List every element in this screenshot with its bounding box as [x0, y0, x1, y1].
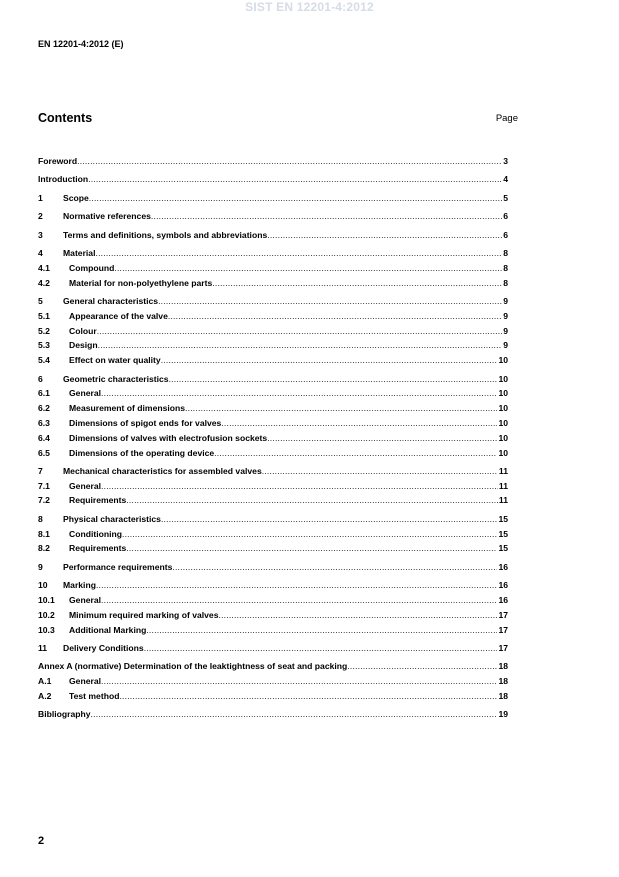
- toc-leader-dots: [221, 418, 497, 429]
- toc-entry-title: Compound: [69, 262, 115, 273]
- toc-entry[interactable]: [38, 448, 508, 459]
- toc-entry-page: 9: [503, 325, 508, 336]
- toc-leader-dots: [161, 355, 498, 366]
- toc-entry-number: 6.5: [38, 447, 50, 458]
- toc-entry[interactable]: [38, 466, 508, 477]
- toc-entry-page: 15: [498, 543, 508, 554]
- toc-entry-title: Appearance of the valve: [69, 310, 168, 321]
- toc-entry-title: Scope: [63, 192, 89, 203]
- toc-leader-dots: [347, 661, 497, 672]
- toc-leader-dots: [97, 326, 503, 337]
- toc-entry[interactable]: [38, 311, 508, 322]
- toc-entry[interactable]: [38, 174, 508, 185]
- toc-entry-title: Material for non-polyethylene parts: [69, 277, 213, 288]
- toc-entry-title: Foreword: [38, 156, 78, 166]
- toc-leader-dots: [91, 709, 498, 720]
- toc-entry-title: Geometric characteristics: [63, 373, 169, 384]
- toc-entry-number: 10: [38, 580, 48, 591]
- toc-entry-title: General: [69, 676, 102, 687]
- toc-entry-number: 9: [38, 561, 43, 572]
- toc-entry-number: 7: [38, 465, 43, 476]
- toc-entry[interactable]: [38, 481, 508, 492]
- toc-entry-title: Requirements: [69, 543, 127, 554]
- toc-entry-page: 8: [503, 262, 508, 273]
- toc-leader-dots: [114, 263, 502, 274]
- toc-entry-number: 6.2: [38, 403, 50, 414]
- toc-entry-page: 18: [498, 661, 508, 672]
- toc-leader-dots: [122, 529, 497, 540]
- toc-entry-page: 10: [498, 355, 508, 366]
- toc-entry-page: 10: [498, 432, 508, 443]
- toc-entry-page: 18: [498, 691, 508, 702]
- toc-entry-number: 10.2: [38, 609, 55, 620]
- toc-entry-page: 10: [498, 417, 508, 428]
- watermark: SIST EN 12201-4:2012: [245, 0, 374, 14]
- toc-entry-title: General characteristics: [63, 295, 159, 306]
- toc-entry-page: 9: [503, 340, 508, 351]
- toc-entry-title: Design: [69, 340, 98, 351]
- toc-entry-title: Minimum required marking of valves: [69, 609, 219, 620]
- toc-entry-title: Terms and definitions, symbols and abbreviations: [63, 229, 268, 240]
- toc-leader-dots: [214, 448, 497, 459]
- toc-entry-title: Normative references: [63, 211, 151, 222]
- toc-leader-dots: [101, 388, 497, 399]
- toc-entry-title: General: [69, 595, 102, 606]
- toc-leader-dots: [151, 211, 502, 222]
- toc-entry[interactable]: [38, 433, 508, 444]
- toc-entry[interactable]: [38, 156, 508, 167]
- contents-heading: Contents: [38, 111, 93, 125]
- toc-leader-dots: [144, 643, 498, 654]
- toc-leader-dots: [96, 580, 497, 591]
- toc-entry[interactable]: [38, 643, 508, 654]
- toc-entry-page: 10: [498, 373, 508, 384]
- toc-leader-dots: [89, 193, 502, 204]
- toc-entry[interactable]: [38, 248, 508, 259]
- toc-entry[interactable]: [38, 230, 508, 241]
- toc-leader-dots: [267, 433, 497, 444]
- toc-entry[interactable]: [38, 610, 508, 621]
- toc-entry-page: 8: [503, 247, 508, 258]
- toc-entry-page: 11: [498, 465, 508, 476]
- toc-leader-dots: [88, 174, 502, 185]
- toc-entry[interactable]: [38, 595, 508, 606]
- toc-leader-dots: [212, 278, 502, 289]
- toc-entry-title: Dimensions of spigot ends for valves: [69, 417, 222, 428]
- toc-entry[interactable]: [38, 529, 508, 540]
- toc-entry-number: 2: [38, 211, 43, 222]
- toc-entry-title: Dimensions of the operating device: [69, 447, 215, 458]
- toc-entry[interactable]: [38, 388, 508, 399]
- toc-entry-number: 4: [38, 247, 43, 258]
- toc-entry-page: 4: [503, 174, 508, 185]
- toc-entry-title: Effect on water quality: [69, 355, 161, 366]
- toc-entry[interactable]: [38, 263, 508, 274]
- toc-entry-number: A.2: [38, 691, 52, 702]
- toc-entry[interactable]: [38, 562, 508, 573]
- toc-entry-page: 10: [498, 447, 508, 458]
- toc-entry[interactable]: [38, 278, 508, 289]
- toc-entry-page: 10: [498, 403, 508, 414]
- toc-entry[interactable]: [38, 625, 508, 636]
- toc-entry-title: Test method: [69, 691, 120, 702]
- toc-entry-page: 16: [498, 595, 508, 606]
- toc-leader-dots: [185, 403, 497, 414]
- toc-entry-title: Measurement of dimensions: [69, 403, 186, 414]
- toc-entry-title: Dimensions of valves with electrofusion sockets: [69, 432, 268, 443]
- toc-entry-page: 15: [498, 513, 508, 524]
- toc-entry-number: 7.1: [38, 480, 50, 491]
- toc-entry-title: Conditioning: [69, 528, 122, 539]
- toc-entry[interactable]: [38, 543, 508, 554]
- toc-leader-dots: [172, 562, 497, 573]
- toc-entry-number: 10.3: [38, 624, 55, 635]
- toc-entry[interactable]: [38, 374, 508, 385]
- toc-entry-number: 4.1: [38, 262, 50, 273]
- toc-leader-dots: [158, 296, 502, 307]
- toc-entry-page: 11: [498, 480, 508, 491]
- toc-entry-title: Performance requirements: [63, 561, 173, 572]
- toc-entry-page: 19: [498, 709, 508, 720]
- toc-entry-title: Mechanical characteristics for assembled valves: [63, 465, 262, 476]
- toc-entry-page: 16: [498, 561, 508, 572]
- toc-entry-title: Additional Marking: [69, 624, 147, 635]
- toc-entry-page: 9: [503, 295, 508, 306]
- toc-entry-number: 4.2: [38, 277, 50, 288]
- toc-entry-number: 10.1: [38, 595, 55, 606]
- toc-entry[interactable]: [38, 296, 508, 307]
- toc-entry-page: 16: [498, 580, 508, 591]
- toc-entry-title: Material: [63, 247, 96, 258]
- toc-leader-dots: [218, 610, 497, 621]
- toc-entry-title: Annex A (normative) Determination of the leaktightness of seat and packing: [38, 661, 348, 672]
- toc-entry[interactable]: [38, 355, 508, 366]
- toc-entry-page: 18: [498, 676, 508, 687]
- toc-leader-dots: [161, 514, 498, 525]
- toc-entry-page: 10: [498, 388, 508, 399]
- toc-entry[interactable]: [38, 403, 508, 414]
- toc-entry-number: 6.3: [38, 417, 50, 428]
- toc-entry[interactable]: [38, 709, 508, 720]
- toc-entry-title: Requirements: [69, 495, 127, 506]
- toc-entry-title: Introduction: [38, 174, 89, 185]
- toc-entry-page: 9: [503, 310, 508, 321]
- toc-entry-number: 8.1: [38, 528, 50, 539]
- toc-entry-page: 6: [503, 211, 508, 222]
- toc-entry-title: Colour: [69, 325, 97, 336]
- table-of-contents: [38, 156, 508, 720]
- toc-entry-number: 6.1: [38, 388, 50, 399]
- toc-leader-dots: [77, 156, 502, 167]
- toc-leader-dots: [95, 248, 502, 259]
- toc-leader-dots: [168, 311, 502, 322]
- toc-leader-dots: [169, 374, 498, 385]
- toc-entry-number: 6: [38, 373, 43, 384]
- toc-entry-page: 5: [503, 192, 508, 203]
- toc-entry-number: A.1: [38, 676, 52, 687]
- toc-entry-number: 5.1: [38, 310, 50, 321]
- toc-entry[interactable]: [38, 193, 508, 204]
- toc-entry-title: Physical characteristics: [63, 513, 161, 524]
- toc-entry-page: 11: [498, 495, 508, 506]
- toc-entry-page: 17: [498, 643, 508, 654]
- toc-entry[interactable]: [38, 676, 508, 687]
- toc-leader-dots: [267, 230, 502, 241]
- toc-entry-title: Marking: [63, 580, 96, 591]
- toc-entry-page: 15: [498, 528, 508, 539]
- toc-entry-number: 8.2: [38, 543, 50, 554]
- toc-entry-number: 3: [38, 229, 43, 240]
- toc-leader-dots: [101, 481, 498, 492]
- toc-entry-title: Bibliography: [38, 709, 91, 720]
- toc-entry-page: 6: [503, 229, 508, 240]
- toc-entry-page: 8: [503, 277, 508, 288]
- toc-entry-number: 5.4: [38, 355, 50, 366]
- toc-leader-dots: [101, 595, 497, 606]
- toc-entry-page: 17: [498, 609, 508, 620]
- toc-entry[interactable]: [38, 661, 508, 672]
- page-column-label: Page: [495, 113, 518, 124]
- page-number: 2: [38, 835, 45, 847]
- toc-leader-dots: [101, 676, 497, 687]
- toc-entry[interactable]: [38, 418, 508, 429]
- toc-entry-number: 11: [38, 643, 48, 654]
- toc-leader-dots: [119, 691, 497, 702]
- toc-entry[interactable]: [38, 211, 508, 222]
- toc-leader-dots: [146, 625, 497, 636]
- toc-entry[interactable]: [38, 580, 508, 591]
- toc-leader-dots: [98, 340, 503, 351]
- toc-entry-number: 7.2: [38, 495, 50, 506]
- toc-entry[interactable]: [38, 691, 508, 702]
- toc-entry-number: 1: [38, 192, 43, 203]
- toc-entry-title: Delivery Conditions: [63, 643, 144, 654]
- toc-entry[interactable]: [38, 340, 508, 351]
- toc-entry-title: General: [69, 388, 102, 399]
- toc-entry-number: 5.3: [38, 340, 50, 351]
- toc-entry-number: 6.4: [38, 432, 50, 443]
- toc-leader-dots: [126, 495, 498, 506]
- toc-entry-number: 8: [38, 513, 43, 524]
- toc-entry-page: 17: [498, 624, 508, 635]
- toc-leader-dots: [262, 466, 498, 477]
- toc-entry[interactable]: [38, 326, 508, 337]
- toc-entry-page: 3: [503, 156, 508, 166]
- toc-entry[interactable]: [38, 514, 508, 525]
- document-id: EN 12201-4:2012 (E): [38, 39, 124, 49]
- toc-entry-number: 5.2: [38, 325, 50, 336]
- toc-entry-number: 5: [38, 295, 43, 306]
- toc-entry-title: General: [69, 480, 102, 491]
- toc-entry[interactable]: [38, 495, 508, 506]
- toc-leader-dots: [126, 543, 497, 554]
